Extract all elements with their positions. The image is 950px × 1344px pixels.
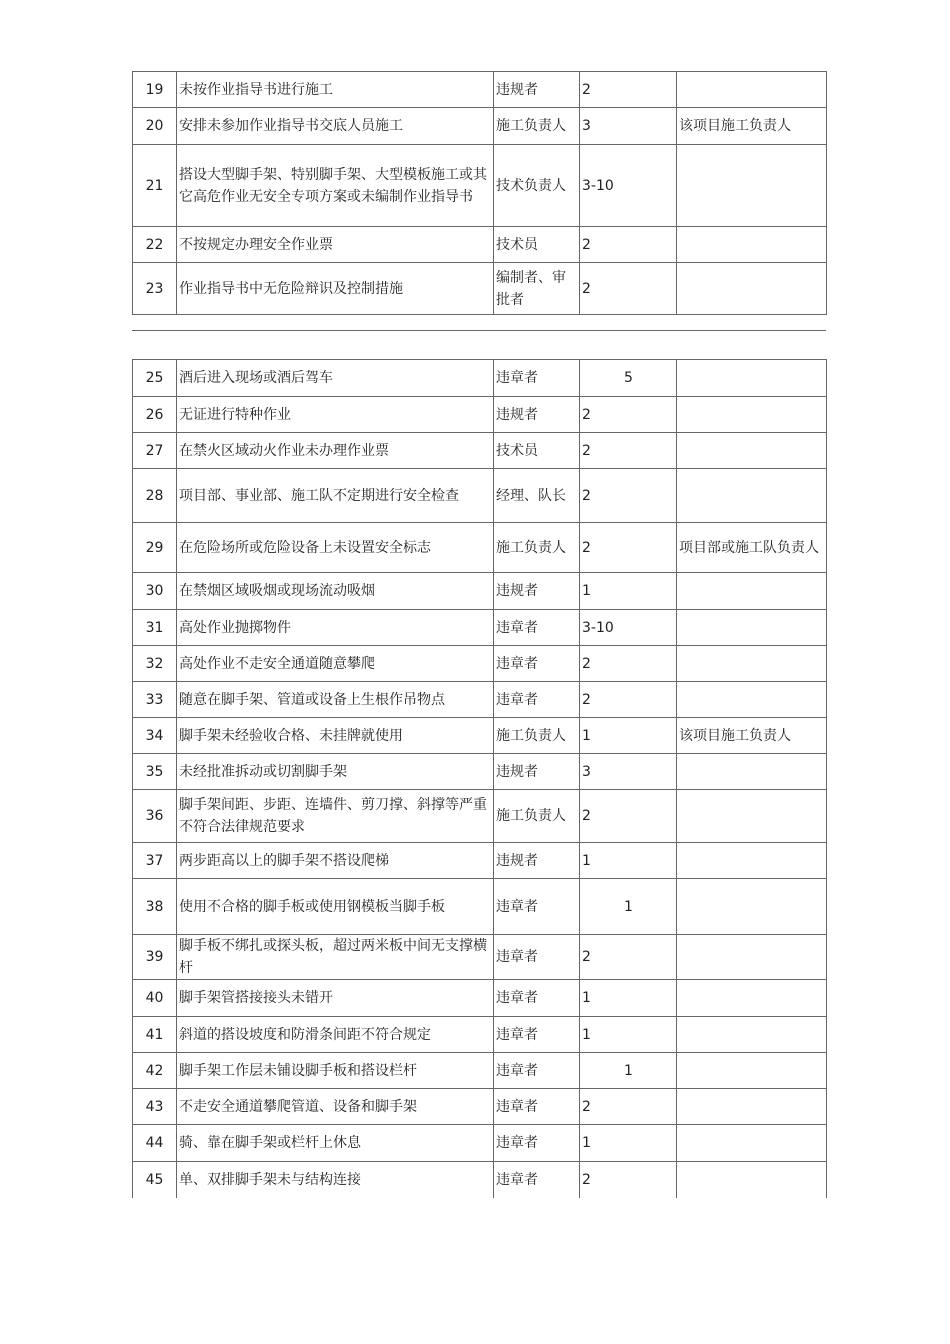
violation-table-bottom — [132, 359, 827, 1198]
violation-item: 使用不合格的脚手板或使用钢模板当脚手板 — [177, 879, 494, 935]
penalty-score: 2 — [580, 1089, 677, 1125]
row-number: 22 — [133, 227, 177, 263]
penalty-score: 1 — [580, 843, 677, 879]
table-row — [133, 1017, 827, 1053]
remark — [677, 397, 827, 433]
remark — [677, 754, 827, 790]
remark — [677, 227, 827, 263]
violation-item: 搭设大型脚手架、特别脚手架、大型模板施工或其它高危作业无安全专项方案或未编制作业指导书 — [177, 145, 494, 227]
remark — [677, 1053, 827, 1089]
table-row — [133, 360, 827, 397]
responsible-party: 违章者 — [494, 1017, 580, 1053]
remark: 该项目施工负责人 — [677, 718, 827, 754]
row-number: 41 — [133, 1017, 177, 1053]
violation-table-top — [132, 71, 827, 315]
penalty-score: 2 — [580, 790, 677, 843]
violation-item: 脚手架间距、步距、连墙件、剪刀撑、斜撑等严重不符合法律规范要求 — [177, 790, 494, 843]
violation-item: 高处作业不走安全通道随意攀爬 — [177, 646, 494, 682]
penalty-score: 2 — [580, 433, 677, 469]
penalty-score: 1 — [580, 980, 677, 1017]
row-number: 33 — [133, 682, 177, 718]
table-row — [133, 263, 827, 315]
row-number: 26 — [133, 397, 177, 433]
table-row — [133, 980, 827, 1017]
responsible-party: 违章者 — [494, 1053, 580, 1089]
row-number: 36 — [133, 790, 177, 843]
remark — [677, 879, 827, 935]
responsible-party: 违章者 — [494, 879, 580, 935]
violation-item: 项目部、事业部、施工队不定期进行安全检查 — [177, 469, 494, 523]
responsible-party: 违规者 — [494, 843, 580, 879]
row-number: 25 — [133, 360, 177, 397]
responsible-party: 技术负责人 — [494, 145, 580, 227]
penalty-score: 2 — [580, 263, 677, 315]
row-number: 27 — [133, 433, 177, 469]
responsible-party: 违规者 — [494, 72, 580, 108]
row-number: 40 — [133, 980, 177, 1017]
table-row — [133, 682, 827, 718]
violation-item: 不走安全通道攀爬管道、设备和脚手架 — [177, 1089, 494, 1125]
table-row — [133, 397, 827, 433]
penalty-score: 1 — [580, 1017, 677, 1053]
violation-item: 斜道的搭设坡度和防滑条间距不符合规定 — [177, 1017, 494, 1053]
responsible-party: 施工负责人 — [494, 790, 580, 843]
violation-item: 不按规定办理安全作业票 — [177, 227, 494, 263]
penalty-score: 1 — [580, 718, 677, 754]
violation-item: 在危险场所或危险设备上未设置安全标志 — [177, 523, 494, 573]
row-number: 23 — [133, 263, 177, 315]
penalty-score: 3 — [580, 754, 677, 790]
violation-item: 脚手架管搭接接头未错开 — [177, 980, 494, 1017]
table-row — [133, 610, 827, 646]
row-number: 37 — [133, 843, 177, 879]
remark — [677, 1089, 827, 1125]
row-number: 30 — [133, 573, 177, 610]
remark — [677, 843, 827, 879]
row-number: 19 — [133, 72, 177, 108]
table-row — [133, 646, 827, 682]
responsible-party: 技术员 — [494, 227, 580, 263]
violation-item: 单、双排脚手架未与结构连接 — [177, 1162, 494, 1198]
penalty-score: 2 — [580, 935, 677, 980]
penalty-score: 2 — [580, 1162, 677, 1198]
violation-item: 在禁烟区域吸烟或现场流动吸烟 — [177, 573, 494, 610]
table-row — [133, 1162, 827, 1198]
violation-item: 无证进行特种作业 — [177, 397, 494, 433]
row-number: 31 — [133, 610, 177, 646]
penalty-score: 3-10 — [580, 610, 677, 646]
remark — [677, 1017, 827, 1053]
row-number: 44 — [133, 1125, 177, 1162]
violation-item: 高处作业抛掷物件 — [177, 610, 494, 646]
remark — [677, 360, 827, 397]
table-row — [133, 1125, 827, 1162]
table-row — [133, 879, 827, 935]
responsible-party: 违规者 — [494, 397, 580, 433]
remark — [677, 469, 827, 523]
penalty-score: 2 — [580, 682, 677, 718]
violation-item: 两步距高以上的脚手架不搭设爬梯 — [177, 843, 494, 879]
row-number: 35 — [133, 754, 177, 790]
table-row — [133, 754, 827, 790]
responsible-party: 编制者、审批者 — [494, 263, 580, 315]
table-row — [133, 1053, 827, 1089]
violation-item: 脚手板不绑扎或探头板，超过两米板中间无支撑横杆 — [177, 935, 494, 980]
remark — [677, 72, 827, 108]
penalty-score: 2 — [580, 646, 677, 682]
responsible-party: 违章者 — [494, 682, 580, 718]
violation-item: 作业指导书中无危险辩识及控制措施 — [177, 263, 494, 315]
penalty-score: 5 — [580, 360, 677, 397]
violation-item: 安排未参加作业指导书交底人员施工 — [177, 108, 494, 145]
remark — [677, 646, 827, 682]
row-number: 42 — [133, 1053, 177, 1089]
penalty-score: 1 — [580, 879, 677, 935]
penalty-score: 1 — [580, 1053, 677, 1089]
row-number: 21 — [133, 145, 177, 227]
responsible-party: 经理、队长 — [494, 469, 580, 523]
responsible-party: 施工负责人 — [494, 718, 580, 754]
table-row — [133, 108, 827, 145]
penalty-score: 3-10 — [580, 145, 677, 227]
remark — [677, 433, 827, 469]
violation-item: 随意在脚手架、管道或设备上生根作吊物点 — [177, 682, 494, 718]
responsible-party: 违章者 — [494, 360, 580, 397]
row-number: 20 — [133, 108, 177, 145]
row-number: 29 — [133, 523, 177, 573]
table-row — [133, 935, 827, 980]
violation-item: 脚手架未经验收合格、未挂牌就使用 — [177, 718, 494, 754]
responsible-party: 违章者 — [494, 980, 580, 1017]
violation-item: 在禁火区域动火作业未办理作业票 — [177, 433, 494, 469]
violation-item: 未按作业指导书进行施工 — [177, 72, 494, 108]
violation-item: 未经批准拆动或切割脚手架 — [177, 754, 494, 790]
penalty-score: 1 — [580, 573, 677, 610]
row-number: 32 — [133, 646, 177, 682]
section-divider — [132, 330, 826, 331]
remark — [677, 573, 827, 610]
row-number: 28 — [133, 469, 177, 523]
row-number: 39 — [133, 935, 177, 980]
table-row — [133, 227, 827, 263]
remark — [677, 980, 827, 1017]
responsible-party: 违规者 — [494, 573, 580, 610]
table-row — [133, 523, 827, 573]
penalty-score: 2 — [580, 397, 677, 433]
remark — [677, 1162, 827, 1198]
table-row — [133, 790, 827, 843]
table-row — [133, 433, 827, 469]
responsible-party: 违章者 — [494, 1162, 580, 1198]
table-row — [133, 145, 827, 227]
responsible-party: 违章者 — [494, 1089, 580, 1125]
row-number: 43 — [133, 1089, 177, 1125]
row-number: 45 — [133, 1162, 177, 1198]
table-row — [133, 469, 827, 523]
row-number: 34 — [133, 718, 177, 754]
row-number: 38 — [133, 879, 177, 935]
remark — [677, 263, 827, 315]
responsible-party: 违章者 — [494, 646, 580, 682]
responsible-party: 施工负责人 — [494, 523, 580, 573]
responsible-party: 违章者 — [494, 935, 580, 980]
remark: 项目部或施工队负责人 — [677, 523, 827, 573]
table-row — [133, 72, 827, 108]
table-row — [133, 843, 827, 879]
remark — [677, 935, 827, 980]
penalty-score: 2 — [580, 469, 677, 523]
responsible-party: 违章者 — [494, 610, 580, 646]
remark — [677, 145, 827, 227]
responsible-party: 违规者 — [494, 754, 580, 790]
remark: 该项目施工负责人 — [677, 108, 827, 145]
responsible-party: 施工负责人 — [494, 108, 580, 145]
table-row — [133, 573, 827, 610]
penalty-score: 1 — [580, 1125, 677, 1162]
remark — [677, 682, 827, 718]
remark — [677, 610, 827, 646]
violation-item: 脚手架工作层未铺设脚手板和搭设栏杆 — [177, 1053, 494, 1089]
violation-item: 骑、靠在脚手架或栏杆上休息 — [177, 1125, 494, 1162]
remark — [677, 790, 827, 843]
responsible-party: 违章者 — [494, 1125, 580, 1162]
table-row — [133, 718, 827, 754]
penalty-score: 2 — [580, 523, 677, 573]
penalty-score: 2 — [580, 227, 677, 263]
penalty-score: 2 — [580, 72, 677, 108]
remark — [677, 1125, 827, 1162]
penalty-score: 3 — [580, 108, 677, 145]
responsible-party: 技术员 — [494, 433, 580, 469]
violation-item: 酒后进入现场或酒后驾车 — [177, 360, 494, 397]
table-row — [133, 1089, 827, 1125]
